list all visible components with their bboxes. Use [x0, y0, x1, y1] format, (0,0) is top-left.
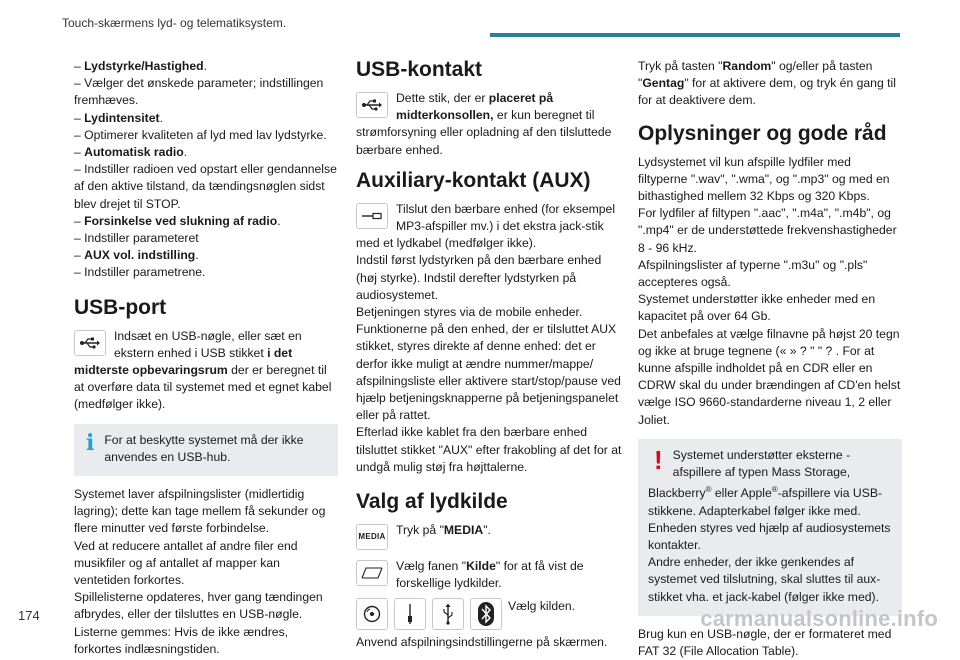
- column-3: [638, 58, 902, 660]
- valg-step-4: Anvend afspilningsindstillingerne på skærmen.: [356, 635, 608, 650]
- warning-note: [638, 439, 902, 616]
- usb-paragraph-3: Ved at reducere antallet af andre filer end musikfiler og af antallet af mapper kan ventetiden forkortes.: [74, 538, 298, 588]
- tips-paragraph-1: Lydsystemet vil kun afspille lydfiler med filtyperne ".wav", ".wma", og ".mp3" og med en bithastighed mellem 32 Kbps og 320 Kbps.: [638, 154, 890, 204]
- aux-paragraph-1: Tilslut den bærbare enhed (for eksempel MP3-afspiller mv.) i det ekstra jack-stik med et lydkabel (medfølger ikke).: [356, 201, 616, 251]
- aux-paragraph-2: Indstil først lydstyrken på den bærbare enhed (høj styrke). Indstil derefter lydstyrken på audiosystemet.: [356, 253, 602, 302]
- usb-icon: [74, 330, 106, 356]
- usb-port-heading: USB-port: [74, 295, 167, 319]
- settings-list-item: – Lydintensitet.: [74, 110, 163, 125]
- tips-paragraph-2: For lydfiler af filtypen ".aac", ".m4a", ".m4b", og ".mp4" er de understøttede frekvenshastigheder 8 - 96 kHz.: [638, 206, 897, 255]
- header-rule: [490, 33, 900, 37]
- settings-list-item: – Automatisk radio.: [74, 145, 188, 160]
- settings-list-item: – Indstiller parameteret: [74, 231, 199, 246]
- settings-list-item: – Vælger det ønskede parameter; indstillingen fremhæves.: [74, 76, 324, 108]
- usb-paragraph-2: Systemet laver afspilningslister (midlertidig lagring); dette kan tage mellem få sekunder og flere minutter ved første forbindelse.: [74, 487, 326, 536]
- tips-heading: Oplysninger og gode råd: [638, 121, 887, 145]
- media-icon: MEDIA: [356, 524, 388, 550]
- valg-step-3: Vælg kilden.: [508, 599, 576, 614]
- aux-heading: Auxiliary-kontakt (AUX): [356, 168, 591, 192]
- valg-step-1: MEDIA Tryk på "MEDIA".: [356, 522, 624, 539]
- info-note: [74, 424, 338, 476]
- random-paragraph: Tryk på tasten "Random" og/eller på tasten "Gentag" for at aktivere dem, og tryk én gang til for at deaktivere dem.: [638, 59, 896, 108]
- warning-text-1: Systemet understøtter eksterne -afspillere af typen Mass Storage, Blackberry® eller Apple®-afspillere via USB-stikkene. Adapterkabel følger ikke med. Enheden styres ved hjælp af audiosystemets kontakter.: [648, 447, 891, 552]
- usb-icon: [356, 92, 388, 118]
- valg-step-2: Vælg fanen "Kilde" for at få vist de forskellige lydkilder.: [356, 558, 624, 592]
- usb-port-paragraph: Indsæt en USB-nøgle, eller sæt en ekstern enhed i USB stikket i det midterste opbevaringsrum der er beregnet til at overføre data til systemet med et egnet kabel (medfølger ikke).: [74, 328, 332, 412]
- info-icon: i: [86, 429, 95, 456]
- source-icons-row: [356, 598, 624, 630]
- page-number: 174: [18, 608, 40, 623]
- tab-icon: [356, 560, 388, 586]
- aux-paragraph-4: Efterlad ikke kablet fra den bærbare enhed tilsluttet stikket "AUX" efter frakobling af det for at undgå mulig støj fra højttalerne.: [356, 425, 622, 474]
- column-2: [356, 58, 624, 652]
- tips-last-paragraph: Brug kun en USB-nøgle, der er formateret med FAT 32 (File Allocation Table).: [638, 626, 892, 658]
- settings-list-item: – Indstiller parametrene.: [74, 265, 206, 280]
- settings-list-item: – Optimerer kvaliteten af lyd med lav lydstyrke.: [74, 127, 327, 142]
- column-1: [74, 58, 338, 658]
- watermark: carmanualsonline.info: [700, 606, 938, 631]
- tips-paragraph-5: Det anbefales at vælge filnavne på højst 20 tegn og ikke at bruge tegnene (« » ? " " ? . For at kunne afspille indholdet på en CDR eller en CDRW skal du under brændingen af CD'en helst vælge ISO 9660-standarderne niveau 1, 2 eller Joliet.: [638, 326, 901, 427]
- settings-list-item: – AUX vol. indstilling.: [74, 248, 199, 263]
- usb-paragraph-4: Spillelisterne opdateres, hver gang tændingen afbrydes, eller der tilsluttes en USB-nøgle. Listerne gemmes: Hvis de ikke ændres, forkortes indlæsningstiden.: [74, 590, 323, 656]
- settings-list-item: – Indstiller radioen ved opstart eller gendannelse af den aktive tilstand, da tændingsnøglen sidst blev drejet til STOP.: [74, 162, 337, 211]
- disc-icon: [356, 598, 388, 630]
- usb-kontakt-heading: USB-kontakt: [356, 58, 483, 81]
- info-note-text: For at beskytte systemet må der ikke anvendes en USB-hub.: [104, 432, 304, 464]
- aux-jack-icon: [356, 203, 388, 229]
- bluetooth-icon: [470, 598, 502, 630]
- aux-paragraph-3: Betjeningen styres via de mobile enheder. Funktionerne på den enhed, der er tilsluttet AUX stikket, styres direkte af denne enhed: det er derfor ikke muligt at ændre nummer/mappe/ afspilningsliste eller aktivere start/stop/pause ved hjælp betjeningsknapperne på betjeningspanelet eller på rattet.: [356, 305, 621, 423]
- running-header: Touch-skærmens lyd- og telematiksystem.: [62, 16, 287, 30]
- warning-text-2: Andre enheder, der ikke genkendes af systemet ved tilslutning, skal sluttes til aux-stikket vha. et jack-kabel (følger ikke med).: [648, 555, 881, 604]
- settings-list-item: – Forsinkelse ved slukning af radio.: [74, 213, 281, 228]
- warning-icon: !: [654, 444, 663, 475]
- tips-paragraph-4: Systemet understøtter ikke enheder med en kapacitet på over 64 Gb.: [638, 292, 876, 324]
- settings-list-item: – Lydstyrke/Hastighed.: [74, 59, 207, 73]
- usb-kontakt-paragraph: Dette stik, der er placeret på midterkonsollen, er kun beregnet til strømforsyning eller opladning af den tilsluttede bærbare enhed.: [356, 91, 612, 157]
- aux-jack-icon: [394, 598, 426, 630]
- valg-heading: Valg af lydkilde: [356, 490, 508, 514]
- tips-paragraph-3: Afspilningslister af typerne ".m3u" og ".pls" accepteres også.: [638, 257, 868, 290]
- usb-icon: [432, 598, 464, 630]
- settings-list: [74, 58, 338, 282]
